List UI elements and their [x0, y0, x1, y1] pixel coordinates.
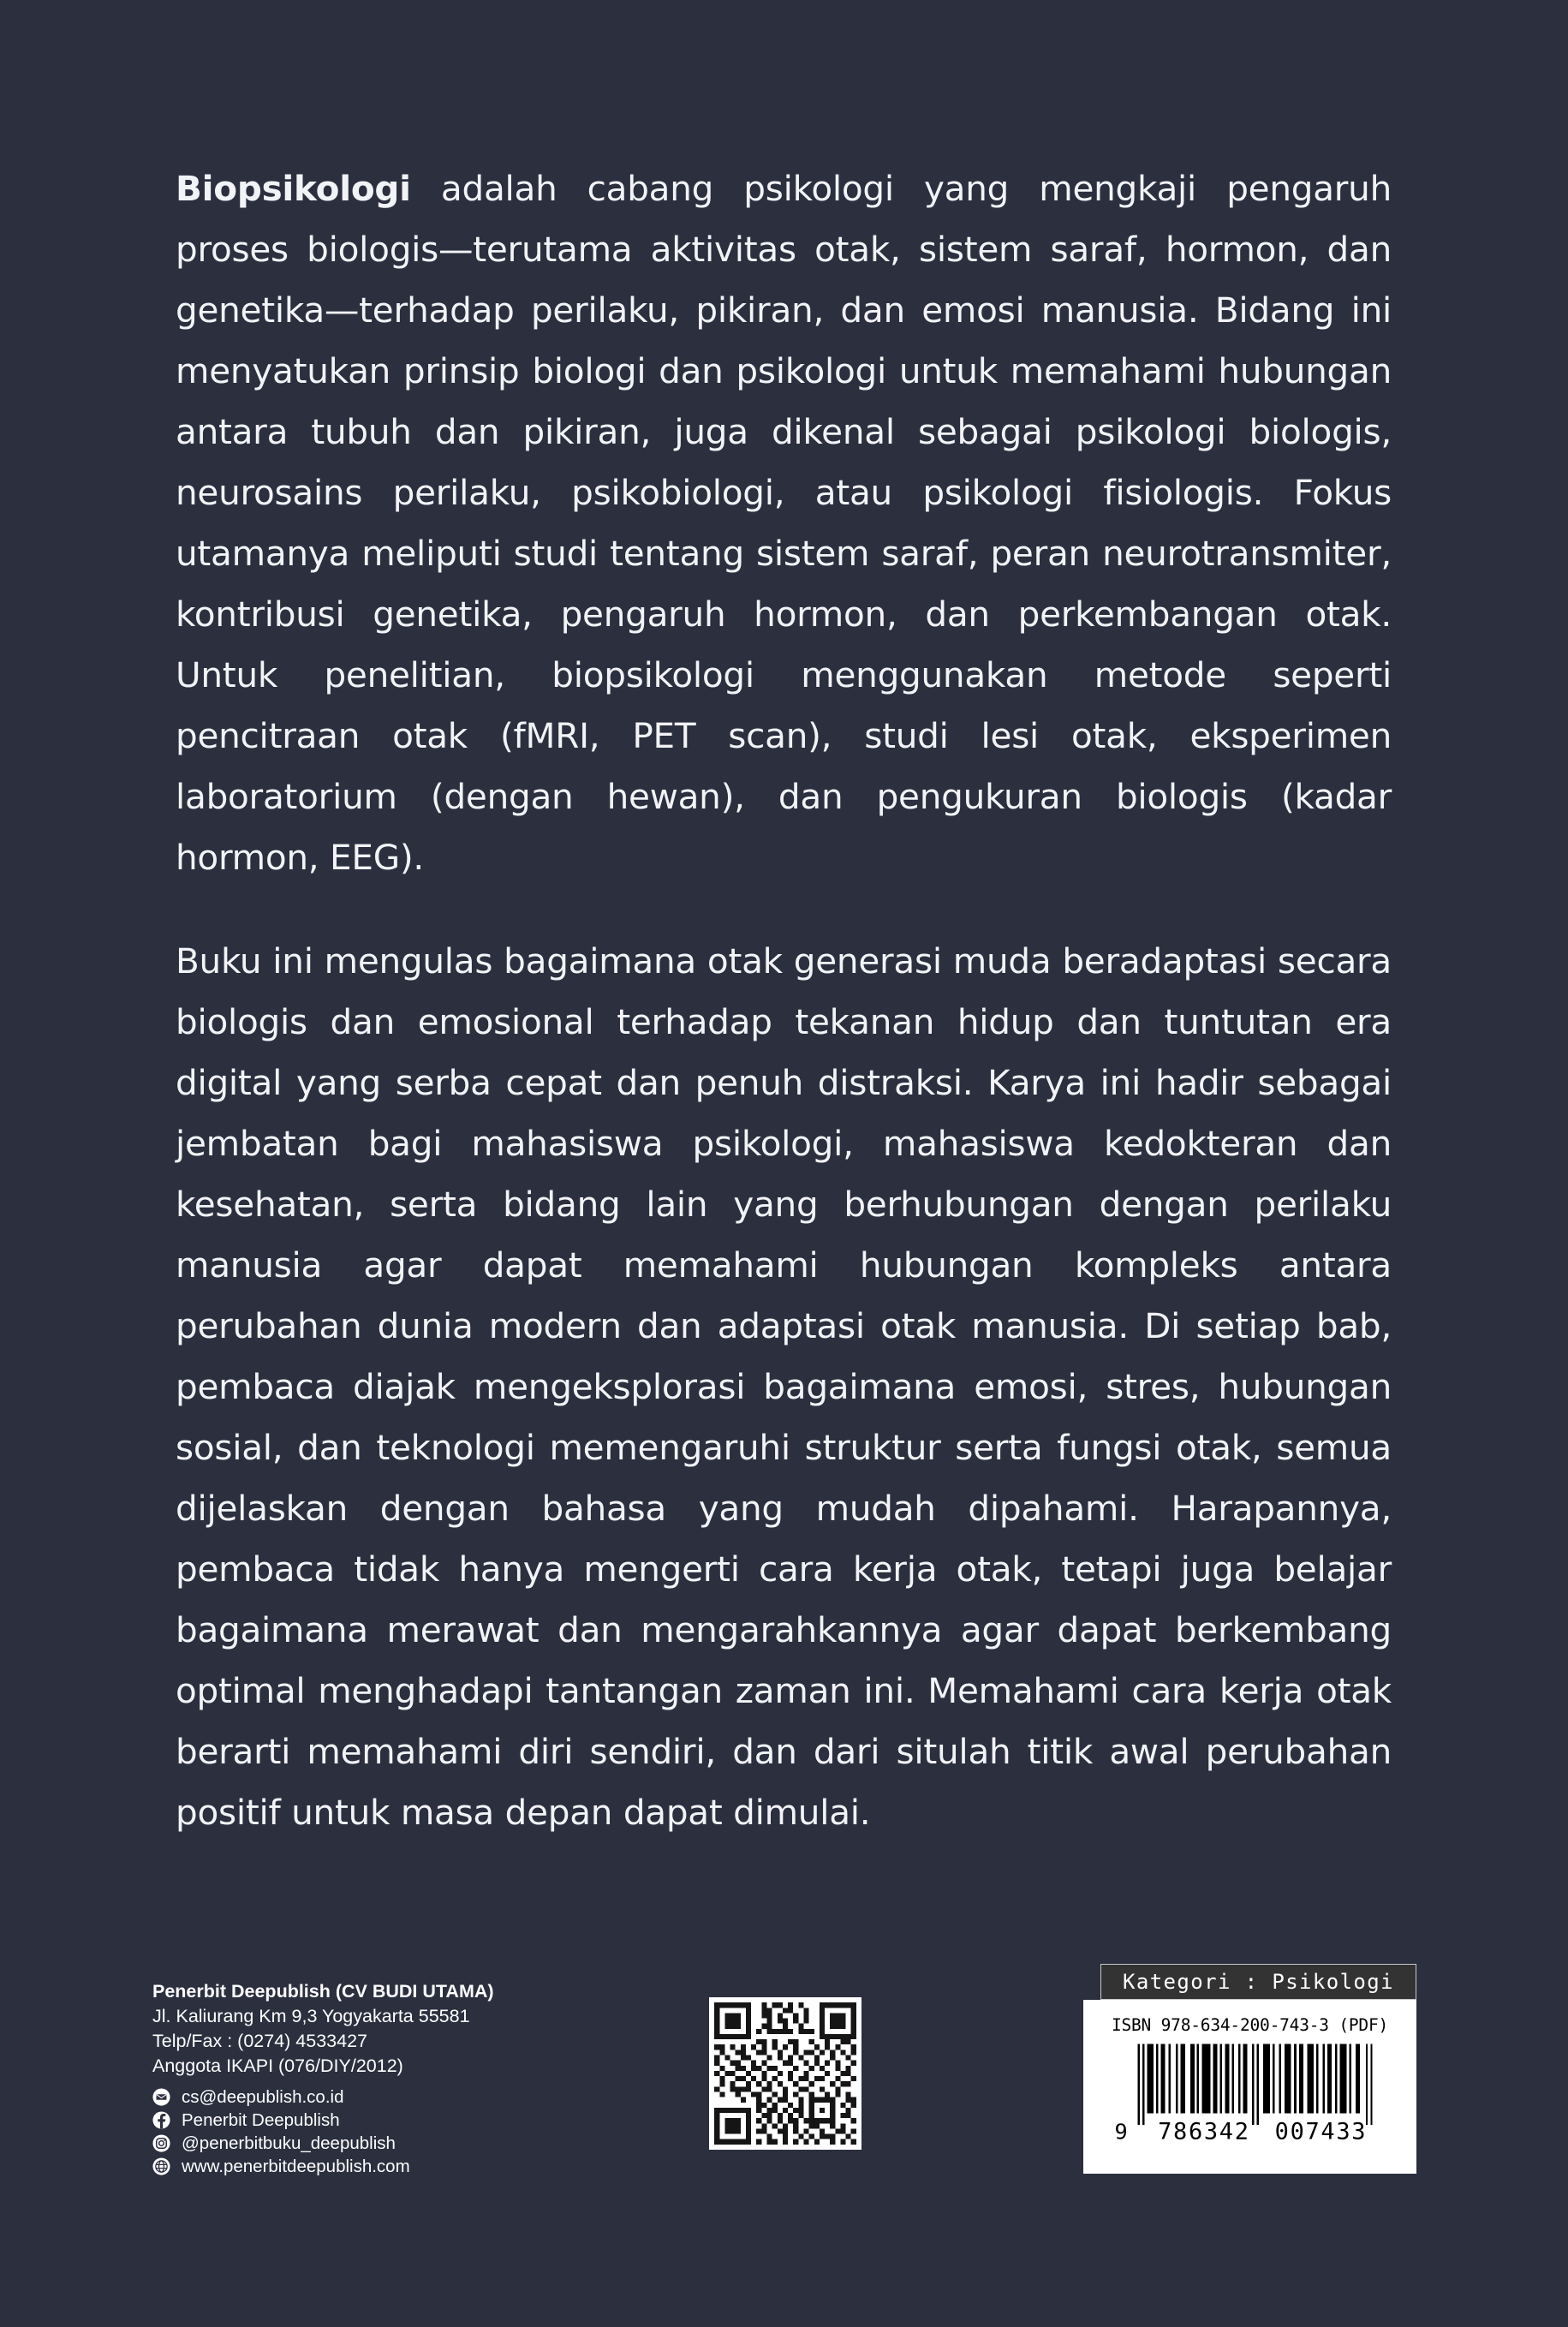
social-email-text: cs@deepublish.co.id: [182, 2087, 344, 2107]
qr-code[interactable]: [709, 1997, 862, 2150]
barcode-left-group: 786342: [1158, 2118, 1250, 2142]
ean13-barcode-graphic: [1106, 2041, 1395, 2142]
barcode-lead-digit: 9: [1114, 2119, 1128, 2142]
social-row-facebook[interactable]: [152, 2109, 598, 2131]
facebook-icon: [152, 2111, 170, 2129]
publisher-social-list: [152, 2086, 598, 2177]
blurb-paragraph-1: [176, 158, 1392, 888]
qr-code-graphic: [709, 1997, 862, 2150]
isbn-barcode-block: [1082, 1961, 1418, 2194]
instagram-icon: [152, 2134, 170, 2152]
blurb-lead-term: Biopsikologi: [176, 168, 411, 209]
social-row-website[interactable]: [152, 2156, 598, 2177]
publisher-address: Jl. Kaliurang Km 9,3 Yogyakarta 55581: [152, 2006, 470, 2026]
social-instagram-text: @penerbitbuku_deepublish: [182, 2133, 396, 2153]
blurb-paragraph-1-body: adalah cabang psikologi yang mengkaji pengaruh proses biologis—terutama aktivitas otak, sistem saraf, hormon, dan genetika—terhadap perilaku, pikiran, dan emosi manusia. Bidang ini menyatukan prinsip biologi dan psikologi untuk memahami hubungan antara tubuh dan pikiran, juga dikenal sebagai psikologi biologis, neurosains perilaku, psikobiologi, atau psikologi fisiologis. Fokus utamanya meliputi studi tentang sistem saraf, peran neurotransmiter, kontribusi genetika, pengaruh hormon, dan perkembangan otak. Untuk penelitian, biopsikologi menggunakan metode seperti pencitraan otak (fMRI, PET scan), studi lesi otak, eksperimen laboratorium (dengan hewan), dan pengukuran biologis (kadar hormon, EEG).: [176, 168, 1392, 878]
social-row-instagram[interactable]: [152, 2133, 598, 2154]
social-website-text: www.penerbitdeepublish.com: [182, 2157, 410, 2176]
publisher-membership: Anggota IKAPI (076/DIY/2012): [152, 2056, 403, 2076]
barcode-right-group: 007433: [1274, 2118, 1368, 2142]
blurb-text-block: [176, 158, 1392, 1843]
category-label: Kategori : Psikologi: [1123, 1970, 1394, 1994]
category-band: [1100, 1964, 1416, 2000]
social-facebook-text: Penerbit Deepublish: [182, 2110, 340, 2130]
social-row-email[interactable]: [152, 2086, 598, 2108]
publisher-phone: Telp/Fax : (0274) 4533427: [152, 2031, 367, 2051]
publisher-name: Penerbit Deepublish (CV BUDI UTAMA): [152, 1981, 494, 2002]
envelope-icon: [152, 2088, 170, 2106]
footer: [0, 1961, 1568, 2218]
publisher-info: [152, 1979, 598, 2179]
globe-icon: [152, 2157, 170, 2175]
barcode-card: [1083, 2000, 1416, 2174]
blurb-paragraph-2: Buku ini mengulas bagaimana otak generasi muda beradaptasi secara biologis dan emosional terhadap tekanan hidup dan tuntutan era digital yang serba cepat dan penuh distraksi. Karya ini hadir sebagai jembatan bagi mahasiswa psikologi, mahasiswa kedokteran dan kesehatan, serta bidang lain yang berhubungan dengan perilaku manusia agar dapat memahami hubungan kompleks antara perubahan dunia modern dan adaptasi otak manusia. Di setiap bab, pembaca diajak mengeksplorasi bagaimana emosi, stres, hubungan sosial, dan teknologi memengaruhi struktur serta fungsi otak, semua dijelaskan dengan bahasa yang mudah dipahami. Harapannya, pembaca tidak hanya mengerti cara kerja otak, tetapi juga belajar bagaimana merawat dan mengarahkannya agar dapat berkembang optimal menghadapi tantangan zaman ini. Memahami cara kerja otak berarti memahami diri sendiri, dan dari situlah titik awal perubahan positif untuk masa depan dapat dimulai.: [176, 940, 1392, 1833]
isbn-number: ISBN 978-634-200-743-3 (PDF): [1111, 2015, 1389, 2035]
ean13-barcode: [1106, 2041, 1395, 2142]
